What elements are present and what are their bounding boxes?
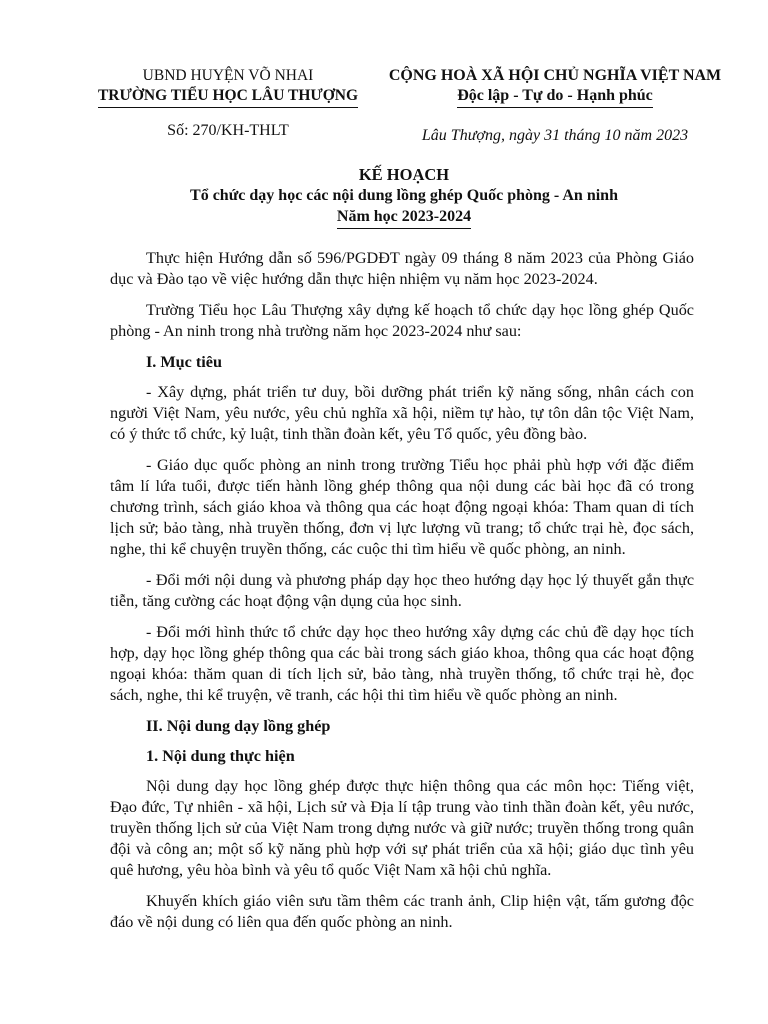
document-title xyxy=(60,164,748,229)
title-line-2: Tổ chức dạy học các nội dung lồng ghép Quốc phòng - An ninh xyxy=(190,187,618,204)
document-date: Lâu Thượng, ngày 31 tháng 10 năm 2023 xyxy=(421,127,689,144)
title-line-1: KẾ HOẠCH xyxy=(358,165,450,184)
title-line-3: Năm học 2023-2024 xyxy=(337,206,471,229)
section-heading: II. Nội dung dạy lồng ghép xyxy=(146,717,331,735)
school-name: TRƯỜNG TIỂU HỌC LÂU THƯỢNG xyxy=(98,86,358,108)
paragraph: - Giáo dục quốc phòng an ninh trong trường Tiểu học phải phù hợp với đặc điểm tâm lí lứa tuổi, được tiến hành lồng ghép thông qua nội dung các bài học đã có trong chương trình, sách giáo khoa và thông qua các hoạt động ngoại khóa: Tham quan di tích lịch sử; bảo tàng, nhà truyền thống, đơn vị lực lượng vũ trang; tổ chức trại hè, đọc sách, nghe, thi kể chuyện truyền thống, các cuộc thi tìm hiểu về quốc phòng, an ninh. xyxy=(110,456,694,558)
issuing-authority xyxy=(78,66,378,108)
district-name: UBND HUYỆN VÕ NHAI xyxy=(142,67,314,84)
national-motto xyxy=(382,66,728,108)
subsection-heading: 1. Nội dung thực hiện xyxy=(146,747,295,765)
paragraph: - Đổi mới nội dung và phương pháp dạy học theo hướng dạy học lý thuyết gắn thực tiễn, tăng cường các hoạt động vận dụng của học sinh. xyxy=(110,571,694,610)
country-name: CỘNG HOÀ XÃ HỘI CHỦ NGHĨA VIỆT NAM xyxy=(388,67,722,84)
document-number: Số: 270/KH-THLT xyxy=(167,122,289,139)
motto: Độc lập - Tự do - Hạnh phúc xyxy=(457,86,653,108)
paragraph: Trường Tiểu học Lâu Thượng xây dựng kế hoạch tổ chức dạy học lồng ghép Quốc phòng - An ninh trong nhà trường năm học 2023-2024 như sau: xyxy=(110,301,694,340)
paragraph: Thực hiện Hướng dẫn số 596/PGDĐT ngày 09 tháng 8 năm 2023 của Phòng Giáo dục và Đào tạo về việc hướng dẫn thực hiện nhiệm vụ năm học 2023-2024. xyxy=(110,249,694,288)
document-body xyxy=(110,248,694,943)
paragraph: Nội dung dạy học lồng ghép được thực hiện thông qua các môn học: Tiếng việt, Đạo đức, Tự nhiên - xã hội, Lịch sử và Địa lí tập trung vào tinh thần đoàn kết, yêu nước, truyền thống lịch sử của Việt Nam trong dựng nước và giữ nước; truyền thống trong quân đội và công an; một số kỹ năng phù hợp với sự phát triển của xã hội; giáo dục tình yêu quê hương, yêu hòa bình và yêu tổ quốc Việt Nam xã hội chủ nghĩa. xyxy=(110,777,694,879)
section-heading: I. Mục tiêu xyxy=(146,353,222,371)
paragraph: - Đổi mới hình thức tổ chức dạy học theo hướng xây dựng các chủ đề dạy học tích hợp, dạy học lồng ghép thông qua các bài trong sách giáo khoa, thông qua các hoạt động ngoại khóa: thăm quan di tích lịch sử, bảo tàng, nhà truyền thống, tổ chức trại hè, đọc sách, nghe, thi kể truyện, vẽ tranh, các hội thi tìm hiểu về quốc phòng an ninh. xyxy=(110,623,694,704)
paragraph: - Xây dựng, phát triển tư duy, bồi dưỡng phát triển kỹ năng sống, nhân cách con người Việt Nam, yêu nước, yêu chủ nghĩa xã hội, niềm tự hào, tự tôn dân tộc Việt Nam, có ý thức tổ chức, kỷ luật, tinh thần đoàn kết, yêu Tổ quốc, yêu đồng bào. xyxy=(110,383,694,443)
paragraph: Khuyến khích giáo viên sưu tầm thêm các tranh ảnh, Clip hiện vật, tấm gương độc đáo về nội dung có liên qua đến quốc phòng an ninh. xyxy=(110,892,694,931)
